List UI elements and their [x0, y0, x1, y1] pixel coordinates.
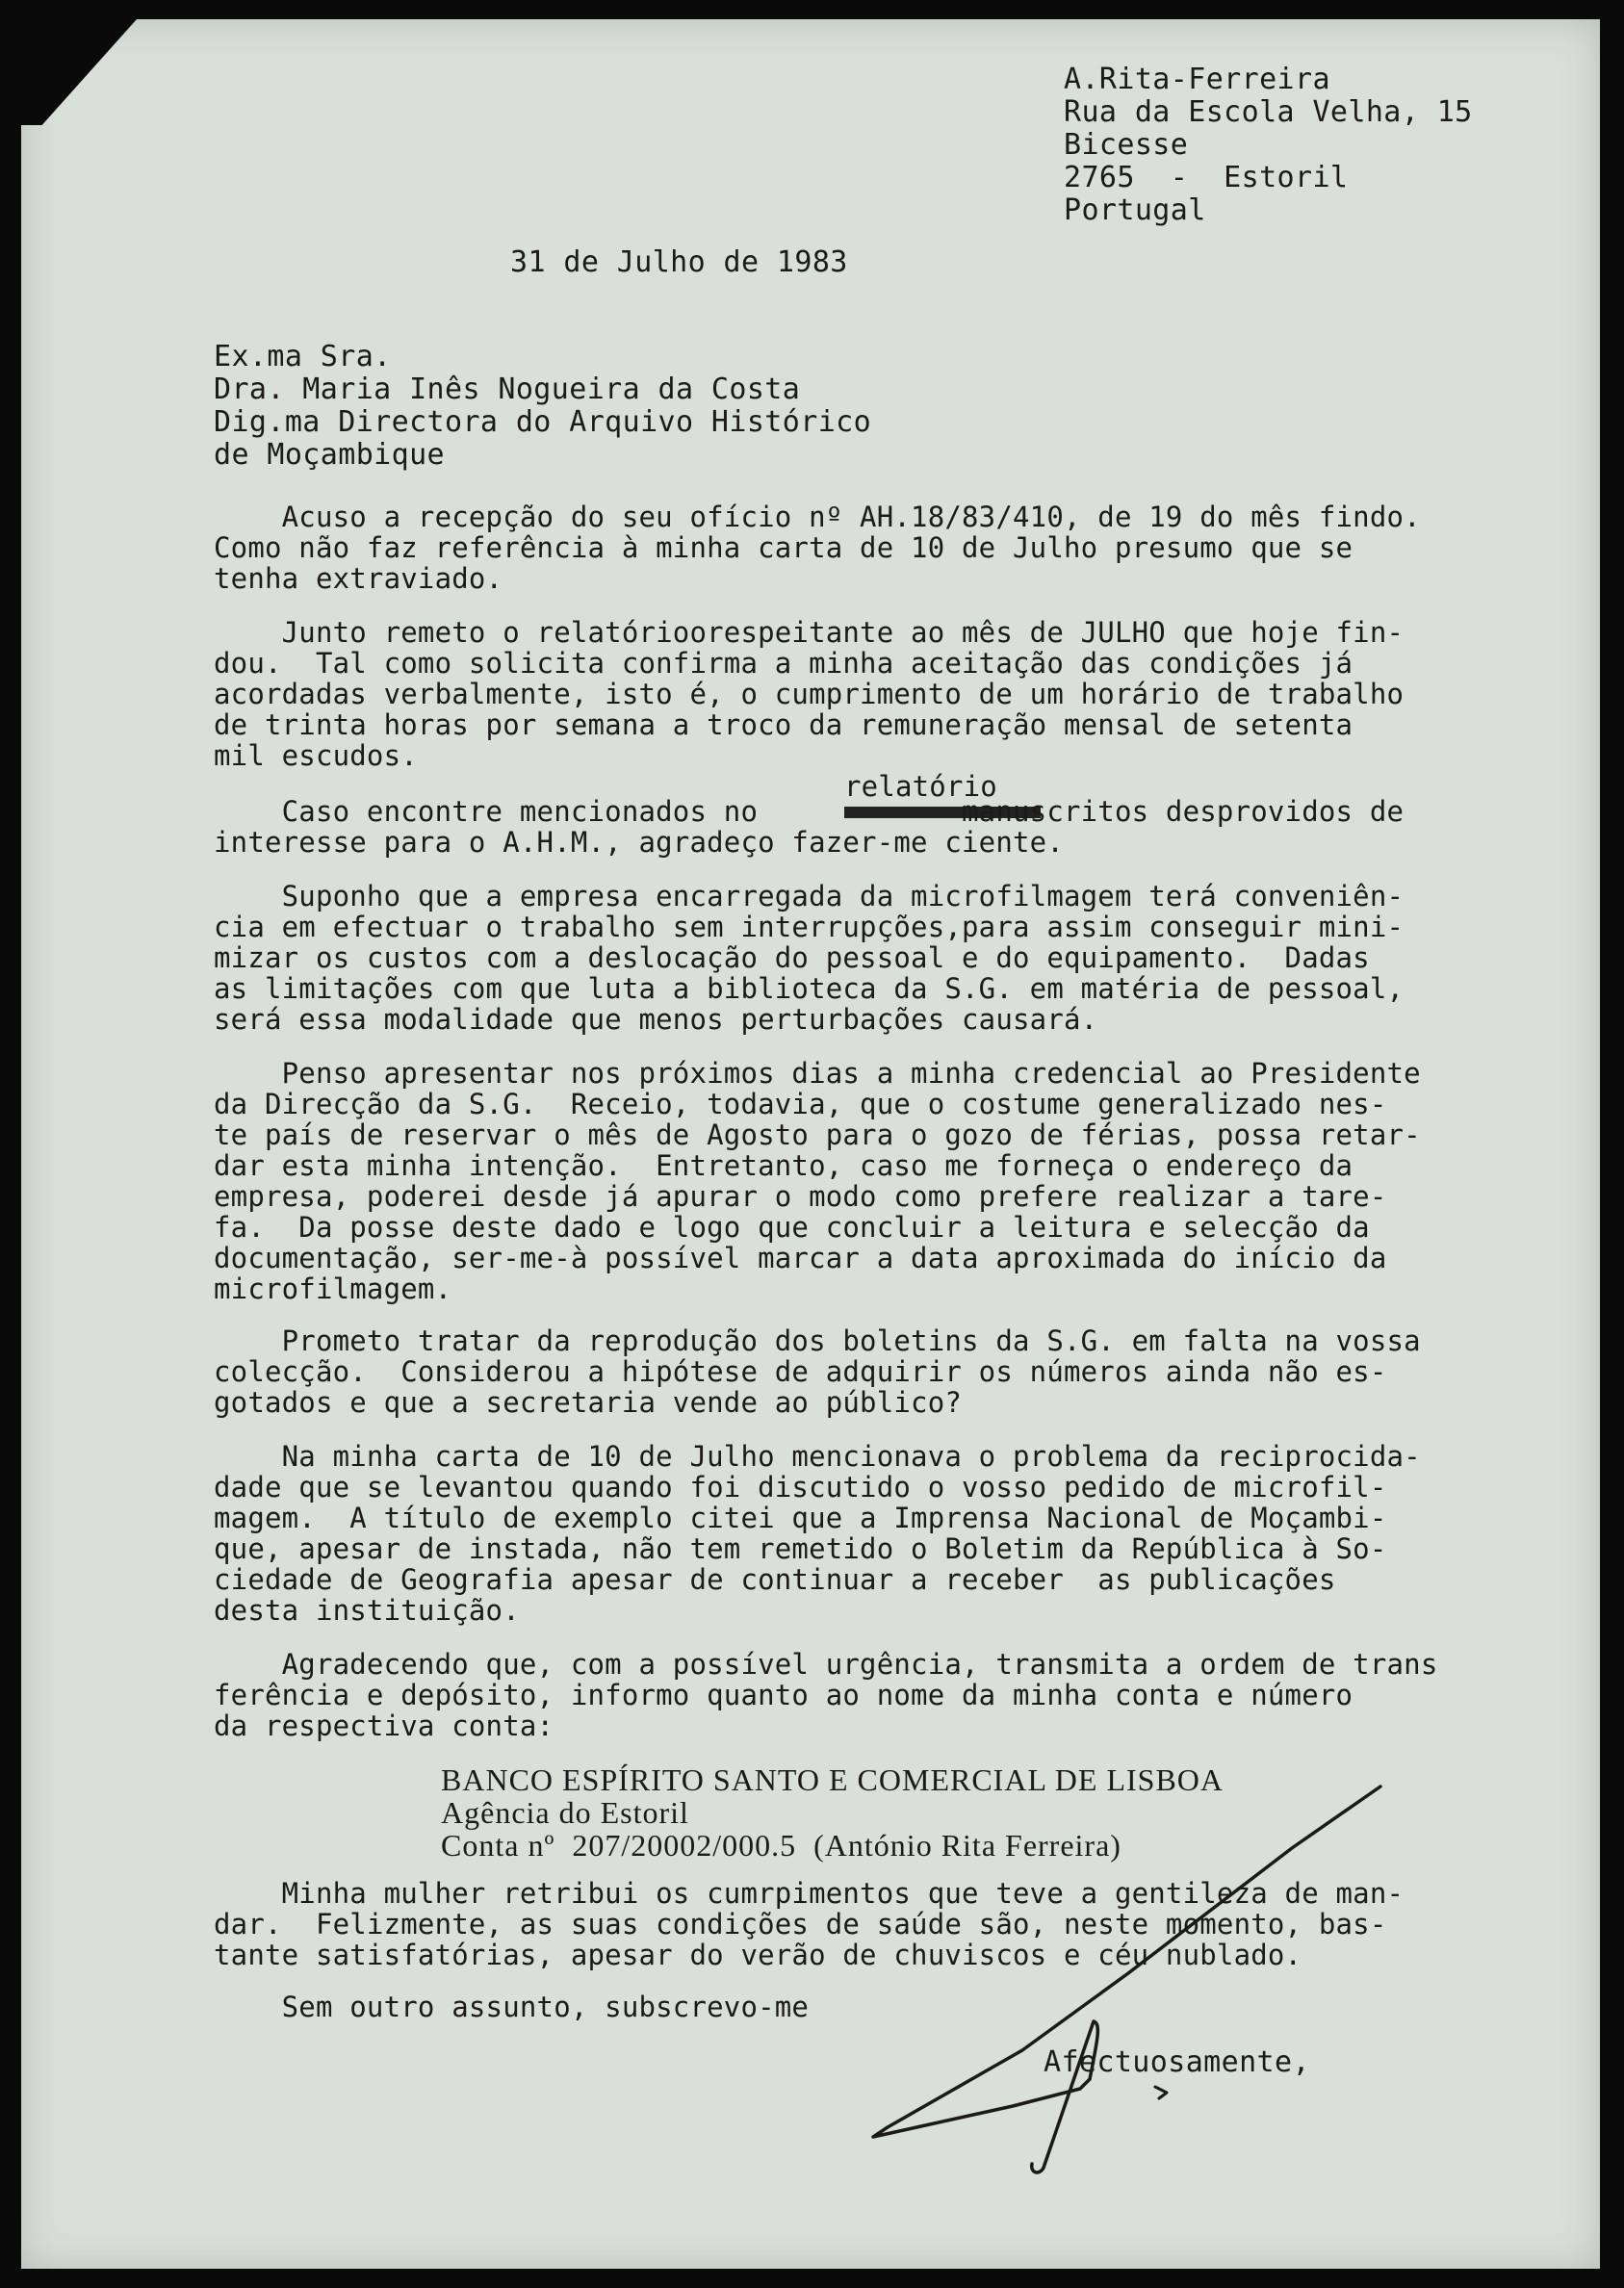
text-line: empresa, poderei desde já apurar o modo como prefere realizar a tare- [214, 1180, 1387, 1213]
recipient-org: de Moçambique [214, 438, 445, 472]
text-line: Caso encontre mencionados no manuscritos desprovidos de [214, 795, 1405, 828]
text-line: documentação, ser-me-à possível marcar a data aproximada do início da [214, 1242, 1387, 1274]
sender-town: Bicesse [1064, 128, 1189, 162]
text-line: dar. Felizmente, as suas condições de saúde são, neste momento, bas- [214, 1908, 1387, 1941]
text-line: microfilmagem. [214, 1273, 452, 1305]
text-line: da respectiva conta: [214, 1710, 554, 1742]
bank-name: BANCO ESPÍRITO SANTO E COMERCIAL DE LISBOA [441, 1762, 1224, 1797]
text-line: Minha mulher retribui os cumrpimentos que teve a gentileza de man- [214, 1877, 1405, 1910]
bank-account: Conta nº 207/20002/000.5 (António Rita Ferreira) [441, 1828, 1121, 1863]
text-line: dou. Tal como solicita confirma a minha aceitação das condições já [214, 647, 1353, 680]
text-line: mil escudos. [214, 739, 418, 772]
text-line: Como não faz referência à minha carta de 10 de Julho presumo que se [214, 531, 1353, 564]
sender-name: A.Rita-Ferreira [1064, 63, 1330, 96]
closing-line: Sem outro assunto, subscrevo-me [214, 1991, 810, 2023]
text-line: desta instituição. [214, 1594, 520, 1627]
text-line: Junto remeto o relatórioorespeitante ao mês de JULHO que hoje fin- [214, 616, 1405, 649]
recipient-title: Dig.ma Directora do Arquivo Histórico [214, 405, 872, 439]
recipient-salutation: Ex.ma Sra. [214, 340, 392, 373]
text-line: interesse para o A.H.M., agradeço fazer-me ciente. [214, 826, 1064, 859]
sender-country: Portugal [1064, 193, 1206, 227]
text-line: Na minha carta de 10 de Julho mencionava o problema da reciprocida- [214, 1440, 1421, 1473]
sender-postal: 2765 - Estoril [1064, 161, 1349, 194]
bank-branch: Agência do Estoril [441, 1795, 689, 1830]
text-line: Agradecendo que, com a possível urgência, transmita a ordem de trans [214, 1648, 1438, 1681]
text-line: acordadas verbalmente, isto é, o cumprimento de um horário de trabalho [214, 678, 1405, 710]
text-line: fa. Da posse deste dado e logo que concluir a leitura e selecção da [214, 1211, 1370, 1244]
text-line: mizar os custos com a deslocação do pessoal e do equipamento. Dadas [214, 941, 1370, 974]
text-line: magem. A título de exemplo citei que a Imprensa Nacional de Moçambi- [214, 1502, 1387, 1534]
text-line: tante satisfatórias, apesar do verão de chuviscos e céu nublado. [214, 1939, 1302, 1971]
text-line: dar esta minha intenção. Entretanto, caso me forneça o endereço da [214, 1149, 1353, 1182]
interlinear-correction: relatório [844, 770, 997, 803]
text-line: ferência e depósito, informo quanto ao nome da minha conta e número [214, 1679, 1353, 1711]
handwritten-signature [21, 19, 1600, 2269]
valediction: Afectuosamente, [1044, 2045, 1310, 2079]
recipient-name: Dra. Maria Inês Nogueira da Costa [214, 373, 801, 406]
text-line: ciedade de Geografia apesar de continuar a receber as publicações [214, 1563, 1336, 1596]
text-line: dade que se levantou quando foi discutido o vosso pedido de microfil- [214, 1471, 1387, 1504]
text-line: será essa modalidade que menos perturbações causará. [214, 1003, 1098, 1036]
text-line: te país de reservar o mês de Agosto para o gozo de férias, possa retar- [214, 1118, 1421, 1151]
text-line: Suponho que a empresa encarregada da microfilmagem terá conveniên- [214, 880, 1405, 913]
text-line: Acuso a recepção do seu ofício nº AH.18/83/410, de 19 do mês findo. [214, 501, 1421, 533]
text-line: cia em efectuar o trabalho sem interrupções,para assim conseguir mini- [214, 911, 1405, 943]
text-line: Penso apresentar nos próximos dias a minha credencial ao Presidente [214, 1057, 1421, 1090]
text-line: gotados e que a secretaria vende ao público? [214, 1386, 963, 1419]
sender-street: Rua da Escola Velha, 15 [1064, 95, 1473, 129]
text-line: Prometo tratar da reprodução dos boletins da S.G. em falta na vossa [214, 1324, 1421, 1357]
letter-sheet [21, 19, 1600, 2269]
text-line: as limitações com que luta a biblioteca da S.G. em matéria de pessoal, [214, 972, 1405, 1005]
letter-date: 31 de Julho de 1983 [510, 245, 848, 279]
text-line: que, apesar de instada, não tem remetido o Boletim da República à So- [214, 1532, 1387, 1565]
text-line: colecção. Considerou a hipótese de adquirir os números ainda não es- [214, 1355, 1387, 1388]
text-line: de trinta horas por semana a troco da remuneração mensal de setenta [214, 708, 1353, 741]
text-line: tenha extraviado. [214, 562, 503, 595]
text-line: da Direcção da S.G. Receio, todavia, que o costume generalizado nes- [214, 1088, 1387, 1120]
